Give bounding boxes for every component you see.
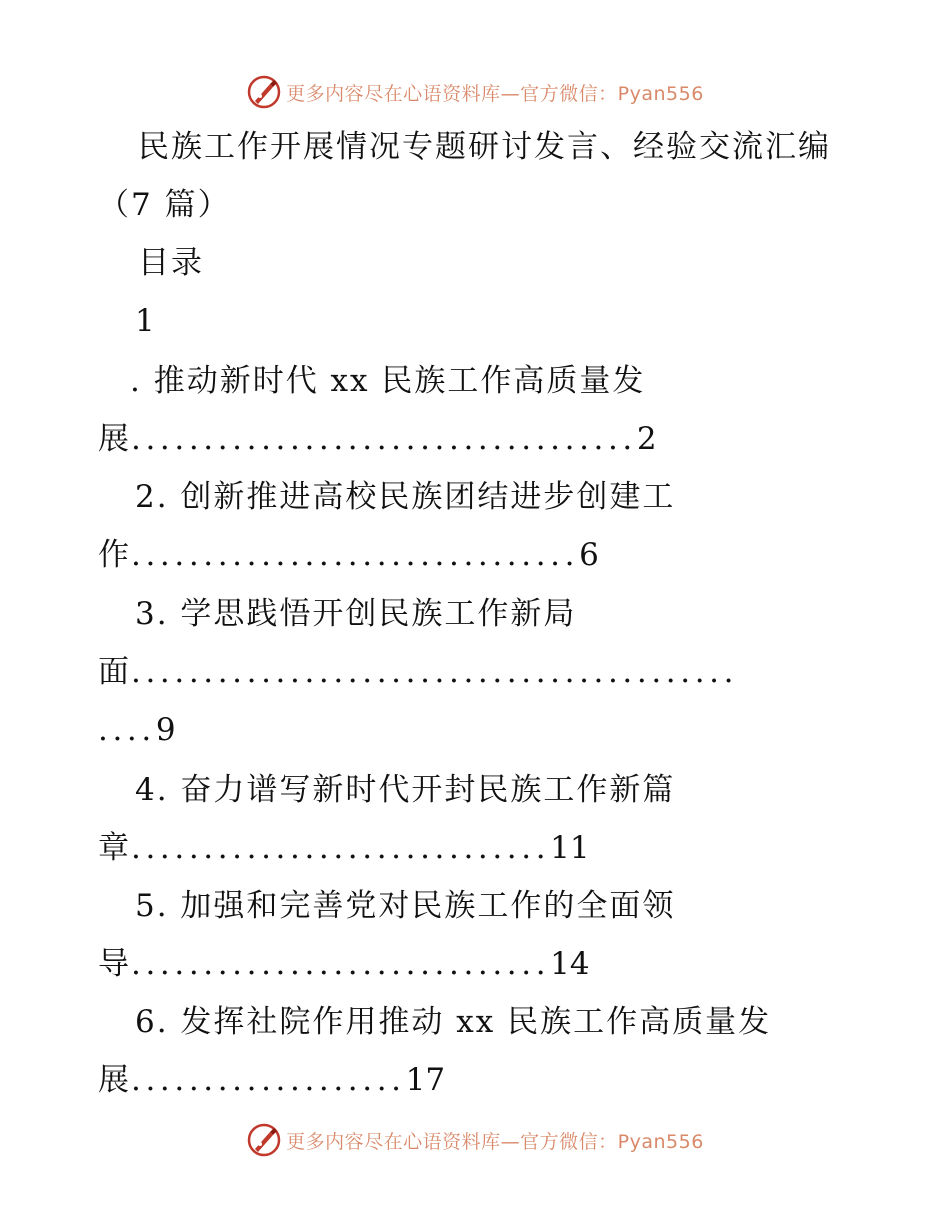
toc-entry-2-dots: ............................... <box>131 537 580 573</box>
toc-entry-4-dots: ............................. <box>131 830 551 866</box>
toc-entry-3-dots: .......................................... <box>131 654 739 690</box>
document-title-line-2: （7 篇） <box>98 187 231 223</box>
toc-entry-4-tail: 章 <box>98 830 131 866</box>
document-title-line-1: 民族工作开展情况专题研讨发言、经验交流汇编 <box>138 129 831 165</box>
toc-entry-2-title: 2. 创新推进高校民族团结进步创建工 <box>135 479 676 515</box>
toc-entry-6-dots: ................... <box>131 1062 406 1098</box>
watermark-text: 更多内容尽在心语资料库—官方微信：Pyan556 <box>286 1130 704 1153</box>
toc-entry-6-leader <box>98 1060 445 1100</box>
pen-circle-logo-icon <box>246 1122 282 1158</box>
toc-entry-4-title: 4. 奋力谱写新时代开封民族工作新篇 <box>135 772 676 808</box>
toc-entry-6-title: 6. 发挥社院作用推动 xx 民族工作高质量发 <box>135 1004 772 1040</box>
toc-entry-5-tail: 导 <box>98 946 131 982</box>
toc-entry-4-leader <box>98 828 590 868</box>
toc-entry-5-dots: ............................. <box>131 946 551 982</box>
toc-heading: 目录 <box>138 245 204 281</box>
toc-entry-5-leader <box>98 944 590 984</box>
toc-entry-3-leader-wrap <box>98 710 176 750</box>
toc-entry-1-title: . 推动新时代 xx 民族工作高质量发 <box>130 363 646 399</box>
pen-circle-logo-icon <box>246 74 282 110</box>
toc-entry-3-page: 9 <box>155 712 176 748</box>
toc-entry-6-tail: 展 <box>98 1062 131 1098</box>
toc-entry-3-title: 3. 学思践悟开创民族工作新局 <box>135 596 577 632</box>
toc-entry-5-page: 14 <box>550 946 590 982</box>
header-watermark <box>0 72 950 112</box>
toc-entry-1-page: 2 <box>636 421 657 457</box>
toc-entry-1-tail: 展 <box>98 421 131 457</box>
footer-watermark <box>0 1120 950 1160</box>
toc-entry-2-leader <box>98 535 599 575</box>
toc-entry-3-leader <box>98 652 738 692</box>
toc-entry-2-tail: 作 <box>98 537 131 573</box>
toc-entry-6-page: 17 <box>405 1062 446 1098</box>
toc-entry-3-tail: 面 <box>98 654 131 690</box>
toc-lone-number: 1 <box>135 303 157 339</box>
toc-entry-2-page: 6 <box>579 537 599 573</box>
toc-entry-1-leader <box>98 419 657 459</box>
toc-entry-1-dots: ................................... <box>131 421 637 457</box>
toc-entry-5-title: 5. 加强和完善党对民族工作的全面领 <box>135 888 676 924</box>
toc-entry-4-page: 11 <box>550 830 590 866</box>
toc-entry-3-dots-wrap: .... <box>98 712 156 748</box>
watermark-text: 更多内容尽在心语资料库—官方微信：Pyan556 <box>286 82 704 105</box>
